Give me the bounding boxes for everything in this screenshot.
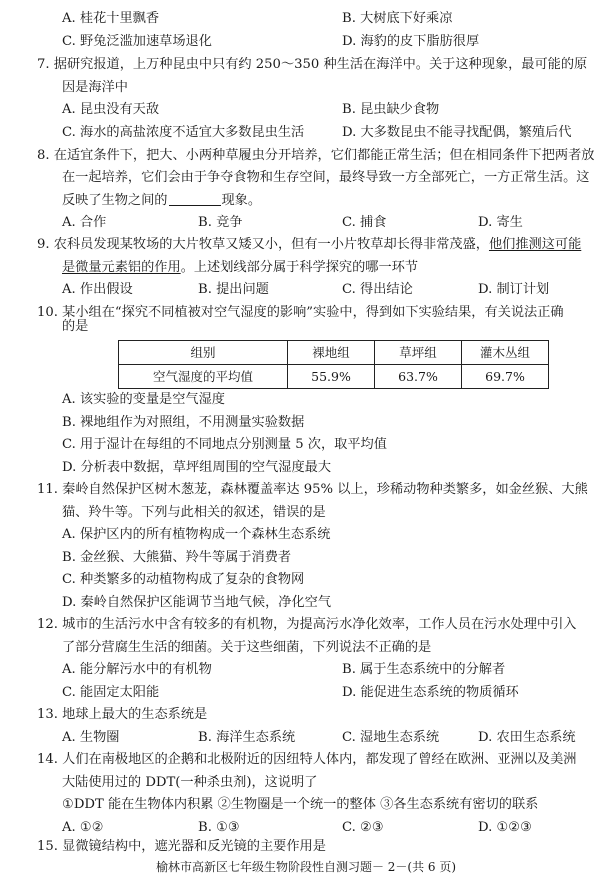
q7-option-b: B. 昆虫缺少食物: [342, 102, 440, 117]
q7-stem-line1: 7. 据研究报道，上万种昆虫中只有约 250～350 种生活在海洋中。关于这种现象，最可能的原: [37, 57, 588, 72]
q9-option-d: D. 制订计划: [478, 282, 550, 297]
table-cell: 69.7%: [462, 365, 549, 389]
option-c: C. 野兔泛滥加速草场退化: [62, 34, 212, 49]
q11-option-d: D. 秦岭自然保护区能调节当地气候，净化空气: [62, 595, 332, 610]
q10-option-d: D. 分析表中数据，草坪组周围的空气湿度最大: [62, 460, 332, 475]
q14-option-b: B. ①③: [198, 820, 240, 835]
table-cell: 63.7%: [375, 365, 462, 389]
q7-option-c: C. 海水的高盐浓度不适宜大多数昆虫生活: [62, 125, 305, 140]
q9-stem-line1: [37, 234, 581, 256]
option-d: D. 海豹的皮下脂肪很厚: [342, 34, 480, 49]
table-header-cell: 组别: [119, 341, 288, 365]
q8-stem-line2: 在一起培养，它们会由于争夺食物和生存空间，最终导致一方全部死亡，一方正常生活。这: [62, 170, 590, 185]
q11-stem-line1: 11. 秦岭自然保护区树木葱茏，森林覆盖率达 95% 以上，珍稀动物种类繁多，如金丝猴、大熊: [37, 482, 588, 497]
q8-stem-line1: 8. 在适宜条件下，把大、小两种草履虫分开培养，它们都能正常生活；但在相同条件下把两者放: [37, 148, 595, 163]
q10-option-b: B. 裸地组作为对照组，不用测量实验数据: [62, 415, 305, 430]
q9-option-b: B. 提出问题: [198, 282, 269, 297]
q9-stem-pre: 9. 农科员发现某牧场的大片牧草又矮又小，但有一小片牧草却长得非常茂盛，: [37, 237, 489, 252]
q9-stem-line2: [62, 257, 418, 279]
table-cell: 55.9%: [288, 365, 375, 389]
q13-option-d: D. 农田生态系统: [478, 730, 576, 745]
table-row: [119, 365, 549, 389]
q14-option-a: A. ①②: [62, 820, 104, 835]
q9-option-a: A. 作出假设: [62, 282, 133, 297]
q13-option-b: B. 海洋生态系统: [198, 730, 296, 745]
table-header-cell: 草坪组: [375, 341, 462, 365]
q12-option-d: D. 能促进生态系统的物质循环: [342, 685, 519, 700]
q8-stem-line3: [62, 190, 261, 212]
q14-stem-line1: 14. 人们在南极地区的企鹅和北极附近的因纽特人体内，都发现了曾经在欧洲、亚洲以及美洲: [37, 752, 577, 767]
q11-option-a: A. 保护区内的所有植物构成一个森林生态系统: [62, 527, 331, 542]
q11-stem-line2: 猫、羚牛等。下列与此相关的叙述，错误的是: [62, 505, 326, 520]
q10-stem-line1: 10. 某小组在“探究不同植被对空气湿度的影响”实验中，得到如下实验结果，有关说法正确: [37, 305, 564, 320]
q12-stem-line1: 12. 城市的生活污水中含有较多的有机物，为提高污水净化效率，工作人员在污水处理中引入: [37, 617, 577, 632]
q10-option-a: A. 该实验的变量是空气湿度: [62, 392, 225, 407]
q12-option-b: B. 属于生态系统中的分解者: [342, 662, 506, 677]
q11-option-b: B. 金丝猴、大熊猫、羚牛等属于消费者: [62, 550, 292, 565]
q12-option-c: C. 能固定太阳能: [62, 685, 160, 700]
table-cell: 空气湿度的平均值: [119, 365, 288, 389]
q9-underlined-1: 他们推测这可能: [488, 237, 582, 252]
q11-option-c: C. 种类繁多的动植物构成了复杂的食物网: [62, 572, 305, 587]
q8-option-a: A. 合作: [62, 215, 107, 230]
q14-stem-line2: 大陆使用过的 DDT(一种杀虫剂)，这说明了: [62, 775, 318, 790]
results-table: [118, 340, 549, 389]
table-header-cell: 裸地组: [288, 341, 375, 365]
table-header-row: [119, 341, 549, 365]
q8-stem-post: 现象。: [221, 193, 262, 208]
q8-option-b: B. 竞争: [198, 215, 243, 230]
option-a: A. 桂花十里飘香: [62, 11, 160, 26]
q9-option-c: C. 得出结论: [342, 282, 413, 297]
page-footer: 榆林市高新区七年级生物阶段性自测习题－ 2－(共 6 页): [155, 860, 457, 874]
q7-stem-line2: 因是海洋中: [62, 80, 128, 95]
q14-option-d: D. ①②③: [478, 820, 532, 835]
q14-statements: ①DDT 能在生物体内积累 ②生物圈是一个统一的整体 ③各生态系统有密切的联系: [62, 797, 539, 812]
q8-stem-pre: 反映了生物之间的: [62, 193, 168, 208]
option-b: B. 大树底下好乘凉: [342, 11, 453, 26]
q12-option-a: A. 能分解污水中的有机物: [62, 662, 212, 677]
q9-stem-post: 。上述划线部分属于科学探究的哪一环节: [180, 260, 419, 275]
q13-stem-line1: 13. 地球上最大的生态系统是: [37, 707, 208, 722]
q7-option-a: A. 昆虫没有天敌: [62, 102, 160, 117]
q13-option-c: C. 湿地生态系统: [342, 730, 440, 745]
q14-option-c: C. ②③: [342, 820, 384, 835]
q15-stem-line1: 15. 显微镜结构中，遮光器和反光镜的主要作用是: [37, 839, 326, 854]
q12-stem-line2: 了部分营腐生生活的细菌。关于这些细菌，下列说法不正确的是: [62, 640, 432, 655]
q8-option-c: C. 捕食: [342, 215, 387, 230]
q9-underlined-2: 是微量元素铝的作用: [62, 260, 181, 275]
answer-blank: [169, 191, 221, 206]
q10-stem-line2: 的是: [62, 319, 89, 334]
table-header-cell: 灌木丛组: [462, 341, 549, 365]
q8-option-d: D. 寄生: [478, 215, 523, 230]
q7-option-d: D. 大多数昆虫不能寻找配偶，繁殖后代: [342, 125, 572, 140]
q10-option-c: C. 用于湿计在每组的不同地点分别测量 5 次，取平均值: [62, 437, 387, 452]
q13-option-a: A. 生物圈: [62, 730, 120, 745]
